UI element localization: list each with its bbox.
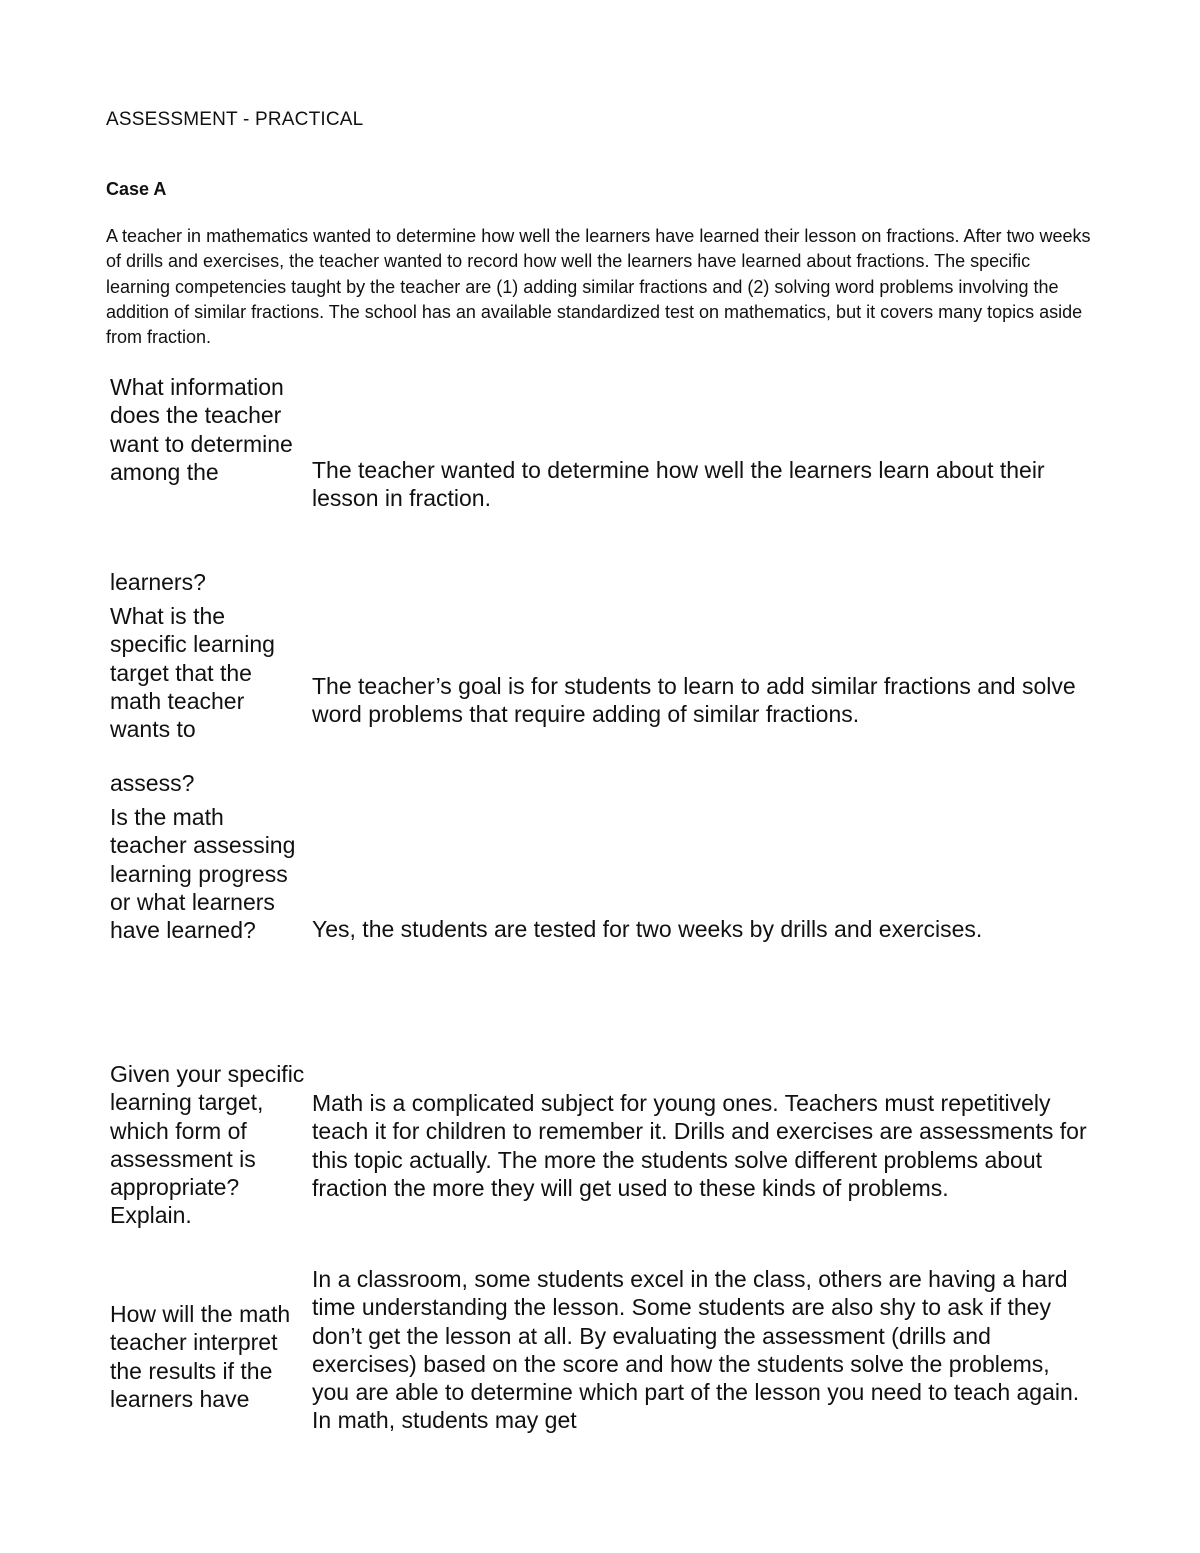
question-1: What information does the teacher want to determine among the (110, 374, 293, 485)
question-1-tail: learners? (110, 569, 206, 595)
qa-row-2 (110, 602, 1100, 772)
question-4: Given your specific learning target, which form of assessment is appropriate? Explain. (110, 1061, 305, 1229)
question-3: Is the math teacher assessing learning progress or what learners have learned? (110, 804, 296, 944)
answer-2: The teacher’s goal is for students to learn to add similar fractions and solve word problems that require adding of similar fractions. (312, 673, 1076, 728)
qa-row-5 (110, 1265, 1100, 1445)
answer-3: Yes, the students are tested for two weeks by drills and exercises. (312, 916, 983, 942)
page-title: ASSESSMENT - PRACTICAL (106, 109, 364, 130)
qa-row-1 (110, 373, 1100, 573)
question-5: How will the math teacher interpret the results if the learners have (110, 1301, 291, 1412)
question-2: What is the specific learning target that the math teacher wants to (110, 603, 275, 743)
case-title: Case A (106, 179, 167, 199)
question-2-tail: assess? (110, 770, 195, 796)
answer-4: Math is a complicated subject for young ones. Teachers must repetitively teach it for children to remember it. Drills and exercises are assessments for this topic actually. The more the students solve different problems about fraction the more they will get used to these kinds of problems. (312, 1090, 1087, 1201)
qa-row-3 (110, 803, 1100, 1013)
answer-5: In a classroom, some students excel in the class, others are having a hard time understanding the lesson. Some students are also shy to ask if they don’t get the lesson at all. By evaluating the assessment (drills and exercises) based on the score and how the students solve the problems, you are able to determine which part of the lesson you need to teach again. In math, students may get (312, 1266, 1080, 1434)
case-intro-paragraph: A teacher in mathematics wanted to determine how well the learners have learned their lesson on fractions. After two weeks of drills and exercises, the teacher wanted to record how well the learners have learned about fractions. The specific learning competencies taught by the teacher are (1) adding similar fractions and (2) solving word problems involving the addition of similar fractions. The school has an available standardized test on mathematics, but it covers many topics aside from fraction. (106, 226, 1091, 348)
qa-row-4 (110, 1060, 1100, 1260)
answer-1: The teacher wanted to determine how well the learners learn about their lesson in fraction. (312, 457, 1045, 512)
